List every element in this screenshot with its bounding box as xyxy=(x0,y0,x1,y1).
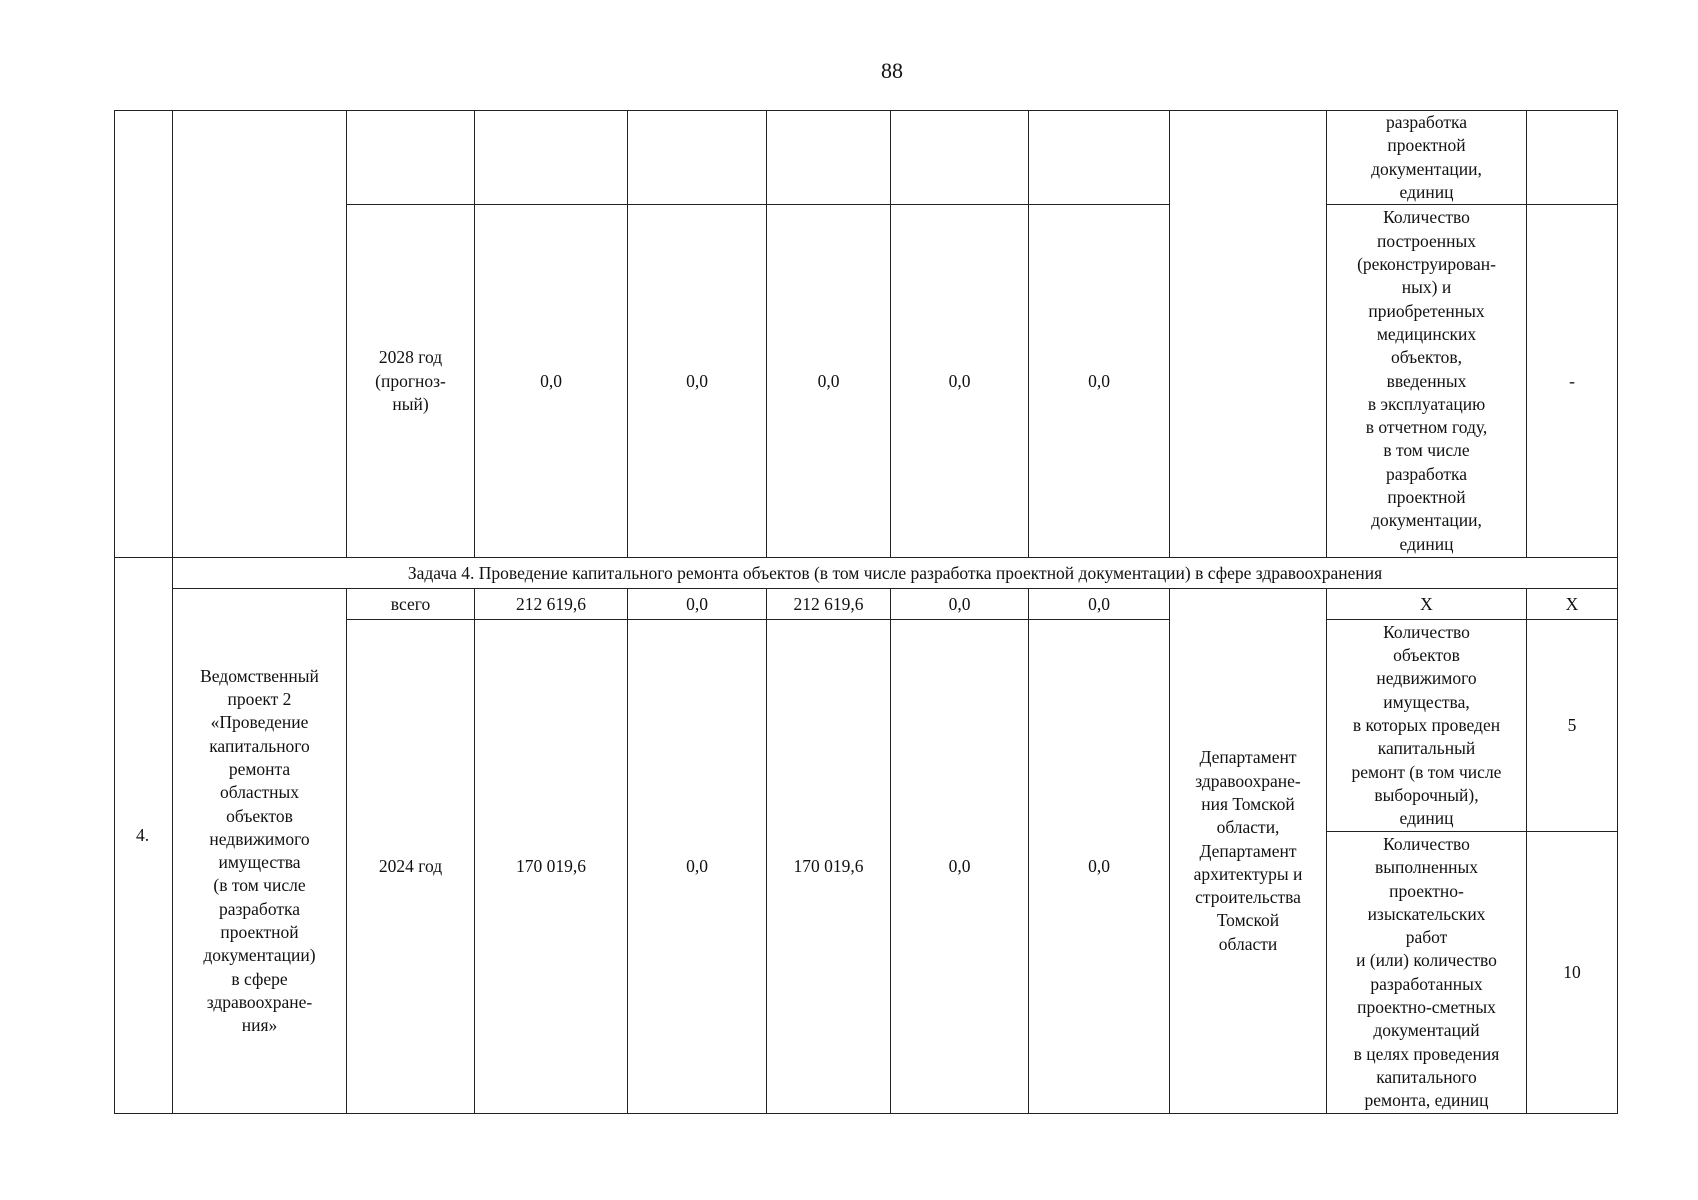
period-cell: всего xyxy=(347,589,475,620)
task-total-row xyxy=(115,589,1618,620)
total-cell: 212 619,6 xyxy=(475,589,628,620)
program-table xyxy=(114,110,1618,1114)
period-cell: 2028 год (прогноз- ный) xyxy=(347,205,475,558)
task-row xyxy=(115,558,1618,589)
local-cell: 0,0 xyxy=(891,620,1029,1114)
indicator-value-cell: - xyxy=(1527,205,1618,558)
extra-cell: 0,0 xyxy=(1029,589,1170,620)
empty-cell xyxy=(1029,111,1170,205)
empty-cell xyxy=(628,111,767,205)
federal-cell: 0,0 xyxy=(628,589,767,620)
indicator-value-cell: 10 xyxy=(1527,832,1618,1114)
task-number-cell: 4. xyxy=(115,558,173,1114)
indicator-cell: Х xyxy=(1327,589,1527,620)
continuation-row-1 xyxy=(115,111,1618,205)
empty-number-cell xyxy=(115,111,173,558)
indicator-cell: Количество построенных (реконструирован- ных) и приобретенных медицинских объектов, введенных в эксплуатацию в отчетном году, в том числе разработка проектной документации, единиц xyxy=(1327,205,1527,558)
period-cell: 2024 год xyxy=(347,620,475,1114)
executor-cell: Департамент здравоохране- ния Томской области, Департамент архитектуры и строительства Томской области xyxy=(1170,589,1327,1114)
extra-cell: 0,0 xyxy=(1029,620,1170,1114)
local-cell: 0,0 xyxy=(891,205,1029,558)
empty-executor-cell xyxy=(1170,111,1327,558)
indicator-value-cell: 5 xyxy=(1527,620,1618,832)
federal-cell: 0,0 xyxy=(628,205,767,558)
project-name-cell: Ведомственный проект 2 «Проведение капитального ремонта областных объектов недвижимого имущества (в том числе разработка проектной документации) в сфере здравоохране- ния» xyxy=(173,589,347,1114)
local-cell: 0,0 xyxy=(891,589,1029,620)
indicator-cell: Количество объектов недвижимого имущества, в которых проведен капитальный ремонт (в том числе выборочный), единиц xyxy=(1327,620,1527,832)
indicator-value-cell: Х xyxy=(1527,589,1618,620)
task-title-cell: Задача 4. Проведение капитального ремонта объектов (в том числе разработка проектной документации) в сфере здравоохранения xyxy=(173,558,1618,589)
empty-cell xyxy=(347,111,475,205)
indicator-cell: Количество выполненных проектно- изыскательских работ и (или) количество разработанных проектно-сметных документаций в целях проведения капитального ремонта, единиц xyxy=(1327,832,1527,1114)
empty-project-cell xyxy=(173,111,347,558)
total-cell: 0,0 xyxy=(475,205,628,558)
empty-cell xyxy=(767,111,891,205)
extra-cell: 0,0 xyxy=(1029,205,1170,558)
regional-cell: 170 019,6 xyxy=(767,620,891,1114)
page-number: 88 xyxy=(881,58,903,83)
empty-cell xyxy=(891,111,1029,205)
indicator-cell: разработка проектной документации, единиц xyxy=(1327,111,1527,205)
empty-cell xyxy=(475,111,628,205)
federal-cell: 0,0 xyxy=(628,620,767,1114)
empty-cell xyxy=(1527,111,1618,205)
total-cell: 170 019,6 xyxy=(475,620,628,1114)
regional-cell: 0,0 xyxy=(767,205,891,558)
regional-cell: 212 619,6 xyxy=(767,589,891,620)
